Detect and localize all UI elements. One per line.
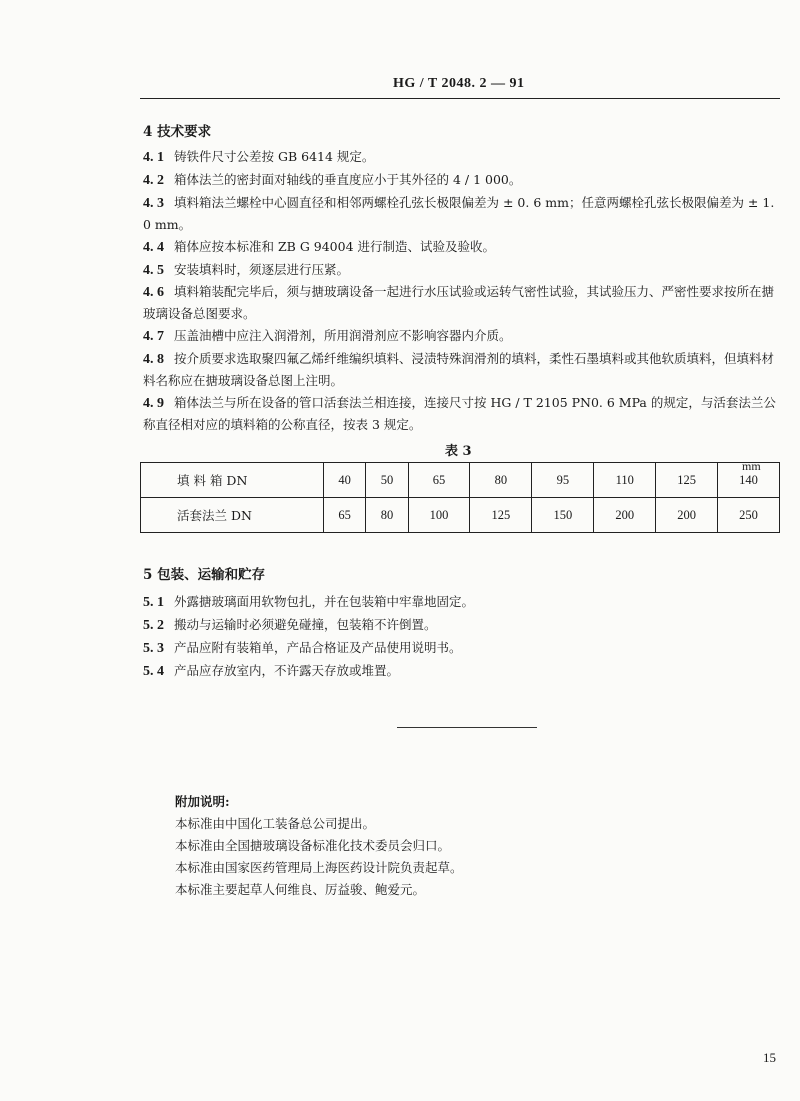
table-cell: 40 <box>324 463 366 498</box>
end-rule <box>397 727 537 728</box>
clause-number: 4. 2 <box>143 173 164 188</box>
clause-number: 5. 1 <box>143 595 164 610</box>
table-cell: 200 <box>594 498 656 533</box>
table-cell: 80 <box>470 463 532 498</box>
clause-4-3 <box>143 192 779 235</box>
clause-4-9 <box>143 392 779 435</box>
table-cell: 200 <box>656 498 718 533</box>
page-number: 15 <box>763 1050 776 1065</box>
clause-number: 4. 1 <box>143 150 164 165</box>
table-unit: mm <box>742 459 761 473</box>
section-4-title: 4 技术要求 <box>143 124 212 140</box>
table-cell: 140 <box>718 463 780 498</box>
table-cell: 125 <box>656 463 718 498</box>
remark-line: 本标准由中国化工装备总公司提出。 <box>175 816 376 831</box>
clause-text: 填料箱法兰螺栓中心圆直径和相邻两螺栓孔弦长极限偏差为 ± 0. 6 mm；任意两螺栓孔弦长极限偏差为 ± 1. 0 mm。 <box>143 195 775 232</box>
clause-4-8 <box>143 348 779 391</box>
clause-number: 4. 9 <box>143 396 164 411</box>
clause-text: 箱体应按本标准和 ZB G 94004 进行制造、试验及验收。 <box>174 239 496 254</box>
table-cell: 80 <box>366 498 408 533</box>
clause-number: 5. 2 <box>143 618 164 633</box>
remark-line: 本标准由国家医药管理局上海医药设计院负责起草。 <box>175 860 463 875</box>
clause-number: 5. 4 <box>143 664 164 679</box>
clause-number: 4. 5 <box>143 263 164 278</box>
table-row <box>141 463 780 498</box>
table-row <box>141 498 780 533</box>
clause-text: 箱体法兰的密封面对轴线的垂直度应小于其外径的 4 / 1 000。 <box>174 172 522 187</box>
remark-line: 本标准主要起草人何维良、厉益骏、鲍爱元。 <box>175 882 426 897</box>
remarks-title: 附加说明: <box>175 794 230 809</box>
clause-text: 箱体法兰与所在设备的管口活套法兰相连接，连接尺寸按 HG / T 2105 PN0. 6 MPa 的规定，与活套法兰公称直径相对应的填料箱的公称直径，按表 3 规定。 <box>143 395 776 432</box>
table-cell: 110 <box>594 463 656 498</box>
header-rule <box>140 98 780 99</box>
row-header: 填 料 箱 DN <box>141 463 324 498</box>
clause-number: 4. 7 <box>143 329 164 344</box>
table-3 <box>140 462 780 533</box>
clause-4-1 <box>143 146 779 168</box>
clause-4-4 <box>143 236 779 258</box>
clause-4-6 <box>143 281 779 324</box>
table-cell: 250 <box>718 498 780 533</box>
clause-text: 压盖油槽中应注入润滑剂，所用润滑剂应不影响容器内介质。 <box>174 328 512 343</box>
table-cell: 50 <box>366 463 408 498</box>
clause-number: 4. 4 <box>143 240 164 255</box>
clause-4-7 <box>143 325 779 347</box>
table-cell: 95 <box>532 463 594 498</box>
remark-line: 本标准由全国搪玻璃设备标准化技术委员会归口。 <box>175 838 451 853</box>
clause-text: 铸铁件尺寸公差按 GB 6414 规定。 <box>174 149 375 164</box>
table-caption: 表 3 <box>445 444 472 459</box>
row-header: 活套法兰 DN <box>141 498 324 533</box>
clause-number: 4. 3 <box>143 196 164 211</box>
table-cell: 65 <box>408 463 470 498</box>
clause-number: 5. 3 <box>143 641 164 656</box>
section-5-title: 5 包装、运输和贮存 <box>143 567 266 583</box>
table-cell: 65 <box>324 498 366 533</box>
table-cell: 100 <box>408 498 470 533</box>
clause-5-1 <box>143 591 779 613</box>
clause-5-4 <box>143 660 779 682</box>
clause-text: 产品应附有装箱单，产品合格证及产品使用说明书。 <box>174 640 462 655</box>
table-cell: 150 <box>532 498 594 533</box>
clause-text: 填料箱装配完毕后，须与搪玻璃设备一起进行水压试验或运转气密性试验，其试验压力、严密性要求按所在搪玻璃设备总图要求。 <box>143 284 775 321</box>
clause-number: 4. 6 <box>143 285 164 300</box>
clause-4-5 <box>143 259 779 281</box>
clause-text: 安装填料时，须逐层进行压紧。 <box>174 262 350 277</box>
clause-text: 产品应存放室内，不许露天存放或堆置。 <box>174 663 400 678</box>
clause-text: 按介质要求选取聚四氟乙烯纤维编织填料、浸渍特殊润滑剂的填料，柔性石墨填料或其他软质填料，但填料材料名称应在搪玻璃设备总图上注明。 <box>143 351 775 388</box>
standard-code: HG / T 2048. 2 — 91 <box>393 76 525 91</box>
clause-5-2 <box>143 614 779 636</box>
clause-4-2 <box>143 169 779 191</box>
clause-5-3 <box>143 637 779 659</box>
table-cell: 125 <box>470 498 532 533</box>
clause-number: 4. 8 <box>143 352 164 367</box>
clause-text: 搬动与运输时必须避免碰撞，包装箱不许倒置。 <box>174 617 437 632</box>
clause-text: 外露搪玻璃面用软物包扎，并在包装箱中牢靠地固定。 <box>174 594 475 609</box>
